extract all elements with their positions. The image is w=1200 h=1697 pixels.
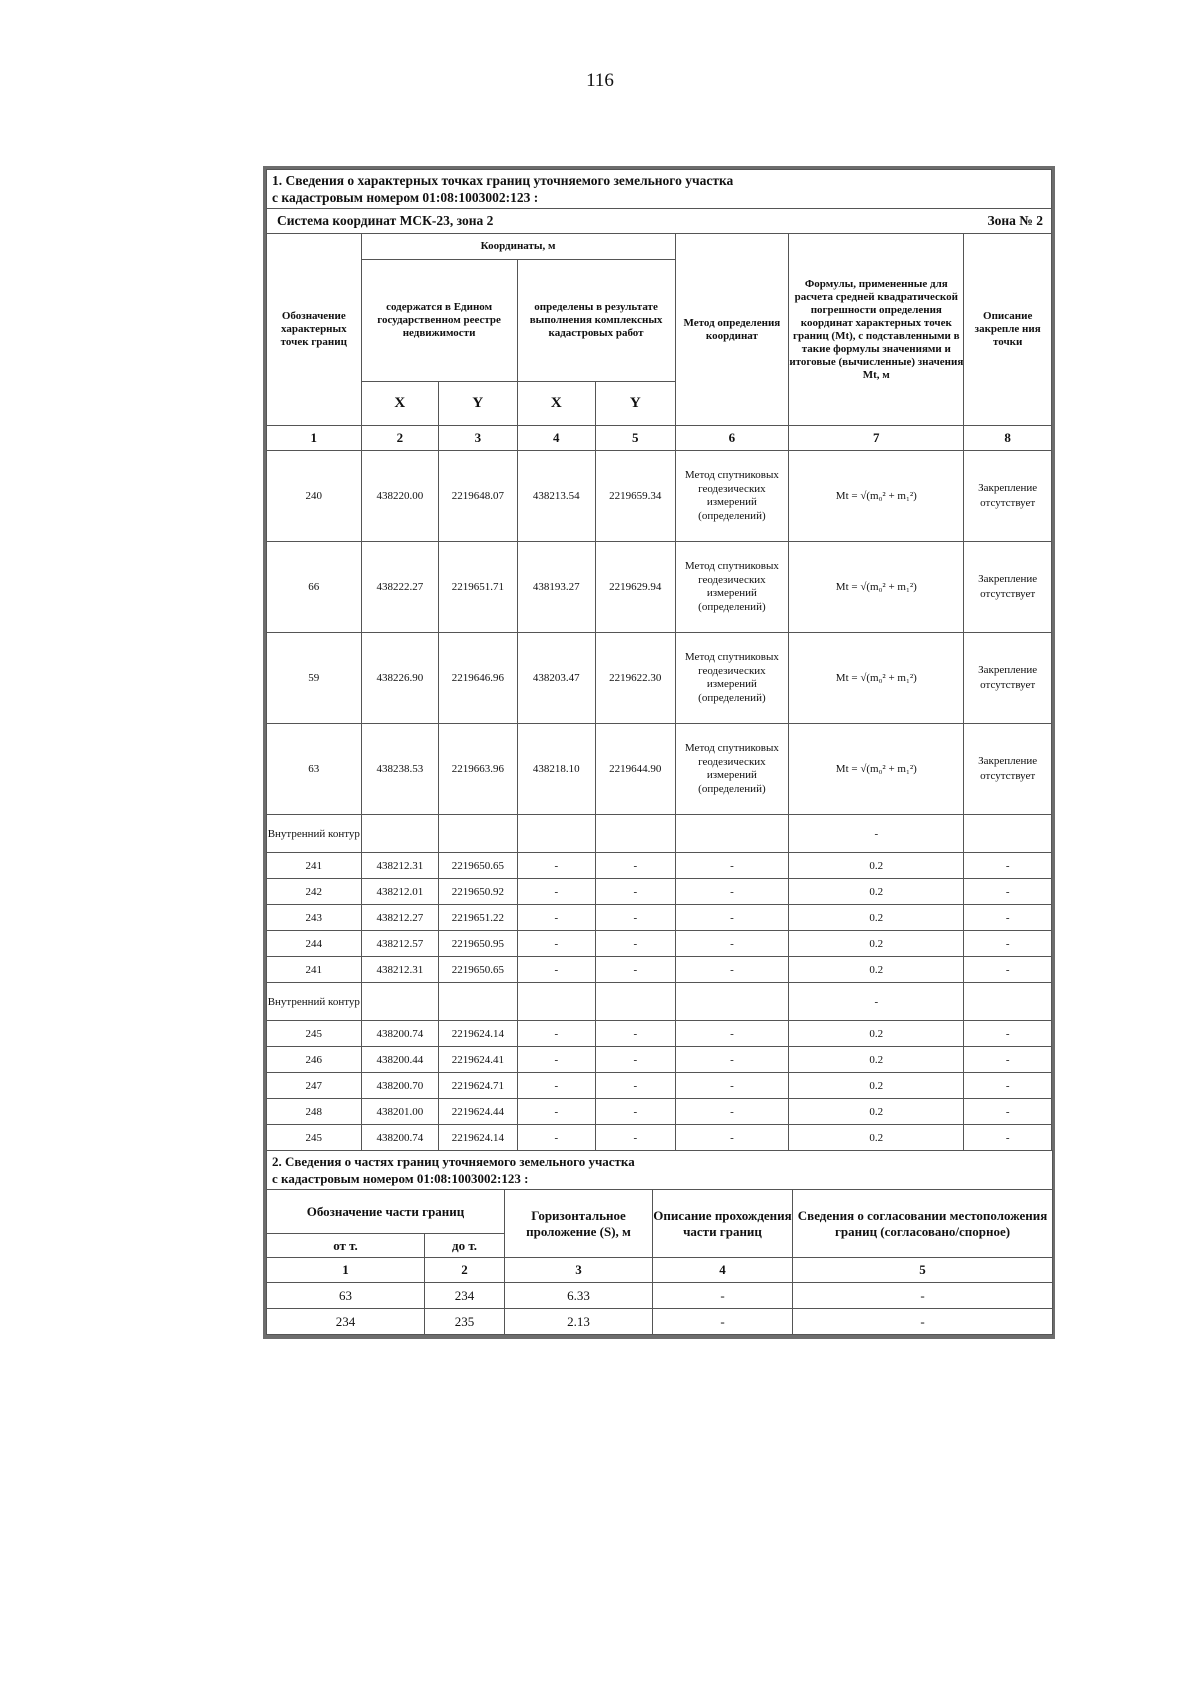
method: Метод спутниковых геодезических измерений (определений) (675, 633, 789, 724)
method: - (675, 905, 789, 931)
mt-value: 0.2 (789, 879, 964, 905)
fixing: - (964, 905, 1052, 931)
y-registry: 2219650.92 (439, 879, 517, 905)
point-id: 241 (267, 853, 362, 879)
mt-value: 0.2 (789, 1073, 964, 1099)
table-row (267, 1099, 1052, 1125)
header-coordinates: Координаты, м (361, 234, 675, 260)
fixing: Закрепление отсутствует (964, 633, 1052, 724)
column-number: 7 (789, 426, 964, 451)
header-designation: Обозначение характерных точек границ (267, 234, 362, 426)
fixing: - (964, 1099, 1052, 1125)
y-registry: 2219663.96 (439, 724, 517, 815)
mt-value: 0.2 (789, 1047, 964, 1073)
x-determined: - (517, 1099, 595, 1125)
y-determined: - (596, 1125, 676, 1151)
method: - (675, 1125, 789, 1151)
formula: Mt = √(m₀² + m₁²) (789, 633, 964, 724)
y-registry: 2219624.14 (439, 1125, 517, 1151)
contour-header-row (267, 815, 1052, 853)
y-registry: 2219624.71 (439, 1073, 517, 1099)
header-formulas: Формулы, примененные для расчета средней квадратической погрешности определения координат характерных точек границ (Mt), с подставленными в такие формулы значениями и итоговые (вычисленные) значения Mt, м (789, 234, 964, 426)
mt-value: 0.2 (789, 1099, 964, 1125)
fixing: Закрепление отсутствует (964, 542, 1052, 633)
table-row (267, 1073, 1052, 1099)
header-in-registry: содержатся в Едином государственном реестре недвижимости (361, 260, 517, 382)
y-registry: 2219650.65 (439, 957, 517, 983)
y-determined: - (596, 931, 676, 957)
x-registry: 438200.74 (361, 1125, 438, 1151)
section2-title-line2: с кадастровым номером 01:08:1003002:123 : (272, 1171, 529, 1186)
x-determined: - (517, 879, 595, 905)
point-id: 245 (267, 1125, 362, 1151)
method: - (675, 1047, 789, 1073)
y-determined: - (596, 879, 676, 905)
header-to: до т. (425, 1234, 505, 1258)
page-number: 116 (586, 70, 614, 91)
column-number: 3 (505, 1258, 653, 1283)
points-table (266, 169, 1052, 1151)
contour-label: Внутренний контур (267, 815, 362, 853)
point-id: 240 (267, 451, 362, 542)
x-registry: 438222.27 (361, 542, 438, 633)
x-determined: 438213.54 (517, 451, 595, 542)
fixing: - (964, 1021, 1052, 1047)
horizontal-distance: 2.13 (505, 1309, 653, 1335)
x-registry: 438200.74 (361, 1021, 438, 1047)
header-y-determined: Y (596, 382, 676, 426)
table-row (267, 451, 1052, 542)
point-id: 246 (267, 1047, 362, 1073)
section1-title-line1: 1. Сведения о характерных точках границ уточняемого земельного участка (272, 173, 734, 188)
table-row (267, 1021, 1052, 1047)
column-number: 2 (425, 1258, 505, 1283)
header-x-determined: X (517, 382, 595, 426)
from-point: 234 (267, 1309, 425, 1335)
fixing: - (964, 1125, 1052, 1151)
zone-label: Зона № 2 (789, 209, 1052, 234)
mt-value: 0.2 (789, 931, 964, 957)
x-registry: 438212.31 (361, 853, 438, 879)
y-determined: 2219659.34 (596, 451, 676, 542)
header-horizontal: Горизонтальное проложение (S), м (505, 1190, 653, 1258)
section2-title (267, 1151, 1053, 1190)
header-description: Описание прохождения части границ (653, 1190, 793, 1258)
point-id: 245 (267, 1021, 362, 1047)
y-registry: 2219646.96 (439, 633, 517, 724)
x-registry: 438212.01 (361, 879, 438, 905)
table-row (267, 542, 1052, 633)
formula: Mt = √(m₀² + m₁²) (789, 724, 964, 815)
x-registry: 438200.70 (361, 1073, 438, 1099)
point-id: 242 (267, 879, 362, 905)
y-registry: 2219650.65 (439, 853, 517, 879)
formula: Mt = √(m₀² + m₁²) (789, 542, 964, 633)
x-determined: - (517, 1073, 595, 1099)
header-part-designation: Обозначение части границ (267, 1190, 505, 1234)
x-determined: - (517, 1125, 595, 1151)
method: - (675, 1099, 789, 1125)
column-number: 2 (361, 426, 438, 451)
section1-title-line2: с кадастровым номером 01:08:1003002:123 : (272, 190, 539, 205)
header-fixing: Описание закрепле ния точки (964, 234, 1052, 426)
to-point: 235 (425, 1309, 505, 1335)
method: Метод спутниковых геодезических измерений (определений) (675, 724, 789, 815)
y-registry: 2219651.71 (439, 542, 517, 633)
cadastral-form (263, 166, 1055, 1339)
formula: Mt = √(m₀² + m₁²) (789, 451, 964, 542)
point-id: 66 (267, 542, 362, 633)
y-determined: - (596, 1099, 676, 1125)
mt-value: 0.2 (789, 1125, 964, 1151)
fixing: - (964, 853, 1052, 879)
x-determined: - (517, 1047, 595, 1073)
fixing: - (964, 931, 1052, 957)
header-determined: определены в результате выполнения комплексных кадастровых работ (517, 260, 675, 382)
column-number: 5 (596, 426, 676, 451)
method: - (675, 1073, 789, 1099)
y-registry: 2219624.14 (439, 1021, 517, 1047)
y-determined: 2219622.30 (596, 633, 676, 724)
column-number: 6 (675, 426, 789, 451)
header-y-registry: Y (439, 382, 517, 426)
section2-title-line1: 2. Сведения о частях границ уточняемого земельного участка (272, 1154, 635, 1169)
table-row (267, 1283, 1053, 1309)
fixing: - (964, 1073, 1052, 1099)
x-determined: 438203.47 (517, 633, 595, 724)
table-row (267, 1125, 1052, 1151)
table-row (267, 1047, 1052, 1073)
table-row (267, 1309, 1053, 1335)
contour-header-row (267, 983, 1052, 1021)
point-id: 241 (267, 957, 362, 983)
table-row (267, 724, 1052, 815)
table-row (267, 931, 1052, 957)
table-row (267, 905, 1052, 931)
method: Метод спутниковых геодезических измерений (определений) (675, 542, 789, 633)
fixing: - (964, 879, 1052, 905)
y-registry: 2219624.44 (439, 1099, 517, 1125)
column-number: 8 (964, 426, 1052, 451)
y-determined: - (596, 957, 676, 983)
x-registry: 438226.90 (361, 633, 438, 724)
part-description: - (653, 1309, 793, 1335)
x-registry: 438201.00 (361, 1099, 438, 1125)
y-determined: - (596, 853, 676, 879)
column-number: 3 (439, 426, 517, 451)
y-registry: 2219650.95 (439, 931, 517, 957)
method: - (675, 853, 789, 879)
point-id: 59 (267, 633, 362, 724)
method: - (675, 1021, 789, 1047)
table-row (267, 853, 1052, 879)
column-number: 1 (267, 426, 362, 451)
x-determined: - (517, 853, 595, 879)
point-id: 63 (267, 724, 362, 815)
x-determined: - (517, 905, 595, 931)
contour-mt: - (789, 983, 964, 1021)
fixing: Закрепление отсутствует (964, 451, 1052, 542)
column-number: 4 (653, 1258, 793, 1283)
header-x-registry: X (361, 382, 438, 426)
method: - (675, 931, 789, 957)
x-registry: 438220.00 (361, 451, 438, 542)
method: Метод спутниковых геодезических измерений (определений) (675, 451, 789, 542)
section1-title (267, 170, 1052, 209)
x-registry: 438212.27 (361, 905, 438, 931)
point-id: 248 (267, 1099, 362, 1125)
header-agreement: Сведения о согласовании местоположения границ (согласовано/спорное) (793, 1190, 1053, 1258)
point-id: 247 (267, 1073, 362, 1099)
y-determined: - (596, 905, 676, 931)
contour-mt: - (789, 815, 964, 853)
y-determined: 2219644.90 (596, 724, 676, 815)
from-point: 63 (267, 1283, 425, 1309)
to-point: 234 (425, 1283, 505, 1309)
x-determined: - (517, 957, 595, 983)
part-description: - (653, 1283, 793, 1309)
y-registry: 2219624.41 (439, 1047, 517, 1073)
method: - (675, 879, 789, 905)
column-numbers-row (267, 1258, 1053, 1283)
fixing: - (964, 1047, 1052, 1073)
horizontal-distance: 6.33 (505, 1283, 653, 1309)
fixing: - (964, 957, 1052, 983)
x-determined: - (517, 931, 595, 957)
mt-value: 0.2 (789, 957, 964, 983)
x-determined: - (517, 1021, 595, 1047)
header-method: Метод определения координат (675, 234, 789, 426)
y-determined: - (596, 1047, 676, 1073)
contour-label: Внутренний контур (267, 983, 362, 1021)
y-determined: 2219629.94 (596, 542, 676, 633)
column-numbers-row (267, 426, 1052, 451)
column-number: 5 (793, 1258, 1053, 1283)
fixing: Закрепление отсутствует (964, 724, 1052, 815)
agreement-status: - (793, 1309, 1053, 1335)
column-number: 4 (517, 426, 595, 451)
table-row (267, 879, 1052, 905)
mt-value: 0.2 (789, 853, 964, 879)
point-id: 244 (267, 931, 362, 957)
y-registry: 2219651.22 (439, 905, 517, 931)
coordinate-system: Система координат МСК-23, зона 2 (267, 209, 789, 234)
x-determined: 438193.27 (517, 542, 595, 633)
agreement-status: - (793, 1283, 1053, 1309)
parts-table (266, 1150, 1053, 1335)
x-registry: 438212.31 (361, 957, 438, 983)
y-determined: - (596, 1073, 676, 1099)
x-registry: 438200.44 (361, 1047, 438, 1073)
column-number: 1 (267, 1258, 425, 1283)
method: - (675, 957, 789, 983)
x-registry: 438212.57 (361, 931, 438, 957)
y-registry: 2219648.07 (439, 451, 517, 542)
y-determined: - (596, 1021, 676, 1047)
point-id: 243 (267, 905, 362, 931)
x-determined: 438218.10 (517, 724, 595, 815)
mt-value: 0.2 (789, 905, 964, 931)
header-from: от т. (267, 1234, 425, 1258)
table-row (267, 633, 1052, 724)
table-row (267, 957, 1052, 983)
x-registry: 438238.53 (361, 724, 438, 815)
mt-value: 0.2 (789, 1021, 964, 1047)
